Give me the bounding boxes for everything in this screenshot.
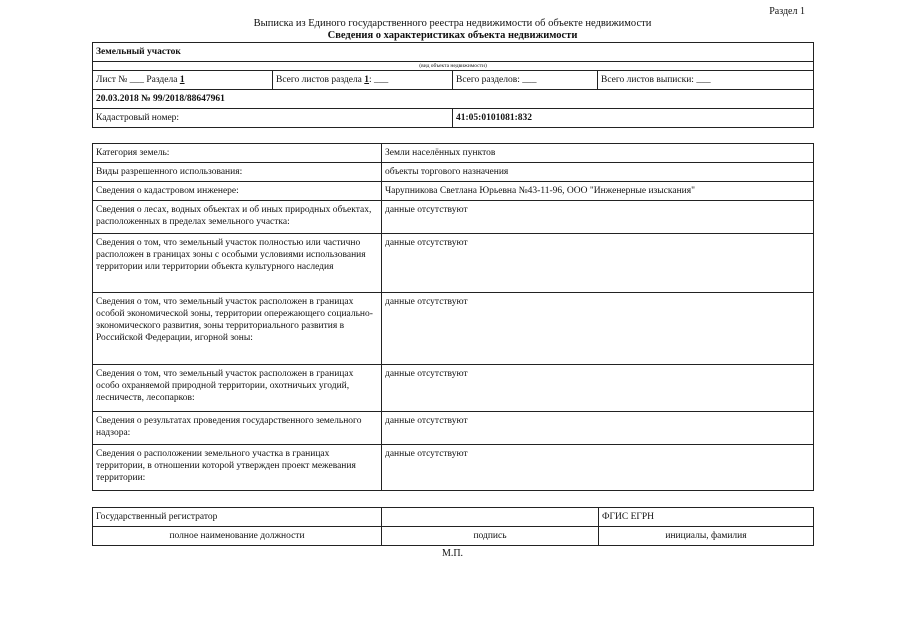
- row-value: Чарупникова Светлана Юрьевна №43-11-96, ООО "Инженерные изыскания": [382, 182, 814, 201]
- signer-name: ФГИС ЕГРН: [599, 508, 814, 527]
- table-row: [93, 293, 814, 365]
- table-row: [93, 182, 814, 201]
- section-label: Раздел 1: [769, 6, 805, 17]
- table-row: [93, 234, 814, 293]
- caption-signature: подпись: [382, 527, 599, 546]
- row-label: Сведения о лесах, водных объектах и об иных природных объектах, расположенных в пределах земельного участка:: [93, 201, 382, 234]
- signer-position: Государственный регистратор: [93, 508, 382, 527]
- row-value: данные отсутствуют: [382, 445, 814, 491]
- row-label: Сведения о том, что земельный участок расположен в границах особо охраняемой природной территории, охотничьих угодий, лесничеств, лесопарков:: [93, 365, 382, 412]
- section-number: 1: [179, 75, 185, 85]
- row-label: Сведения о расположении земельного участка в границах территории, в отношении которой утвержден проект межевания территории:: [93, 445, 382, 491]
- row-value: данные отсутствуют: [382, 201, 814, 234]
- total-sheets-tail: : ___: [369, 75, 389, 85]
- row-label: Сведения о том, что земельный участок полностью или частично расположен в границах зоны с особыми условиями использования территории или территории объекта культурного наследия: [93, 234, 382, 293]
- row-label: Категория земель:: [93, 144, 382, 163]
- table-row: [93, 445, 814, 491]
- object-type-hint: (вид объекта недвижимости): [93, 62, 814, 71]
- row-value: Земли населённых пунктов: [382, 144, 814, 163]
- row-label: Виды разрешенного использования:: [93, 163, 382, 182]
- table-row: [93, 201, 814, 234]
- date-number: 20.03.2018 № 99/2018/88647961: [93, 90, 814, 109]
- total-extract-sheets: Всего листов выписки: ___: [598, 71, 814, 90]
- row-value: данные отсутствуют: [382, 293, 814, 365]
- cadastral-label: Кадастровый номер:: [93, 109, 453, 128]
- row-value: данные отсутствуют: [382, 365, 814, 412]
- properties-table: [92, 143, 814, 491]
- row-label: Сведения о кадастровом инженере:: [93, 182, 382, 201]
- cadastral-value: 41:05:0101081:832: [453, 109, 814, 128]
- sheet-number-label: Лист № ___ Раздела: [96, 75, 178, 85]
- caption-name: инициалы, фамилия: [599, 527, 814, 546]
- signature-table: [92, 507, 814, 546]
- object-type: Земельный участок: [93, 43, 814, 62]
- signature-cell: [382, 508, 599, 527]
- table-row: [93, 144, 814, 163]
- row-label: Сведения о результатах проведения государственного земельного надзора:: [93, 412, 382, 445]
- row-value: объекты торгового назначения: [382, 163, 814, 182]
- sheet-number-cell: [93, 71, 273, 90]
- total-sheets-label: Всего листов раздела: [276, 75, 362, 85]
- table-row: [93, 163, 814, 182]
- header-table: [92, 42, 814, 128]
- table-row: [93, 365, 814, 412]
- stamp-place: М.П.: [441, 548, 464, 559]
- caption-position: полное наименование должности: [93, 527, 382, 546]
- document-subtitle: Сведения о характеристиках объекта недвижимости: [327, 30, 578, 41]
- row-value: данные отсутствуют: [382, 412, 814, 445]
- row-label: Сведения о том, что земельный участок расположен в границах особой экономической зоны, территории опережающего социально-экономического развития, зоны территориального развития в Российской Федерации, игорной зоны:: [93, 293, 382, 365]
- row-value: данные отсутствуют: [382, 234, 814, 293]
- total-sheets-cell: [273, 71, 453, 90]
- table-row: [93, 412, 814, 445]
- total-sections: Всего разделов: ___: [453, 71, 598, 90]
- total-sheets-value: 1: [364, 75, 370, 85]
- document-title: Выписка из Единого государственного реестра недвижимости об объекте недвижимости: [253, 18, 652, 29]
